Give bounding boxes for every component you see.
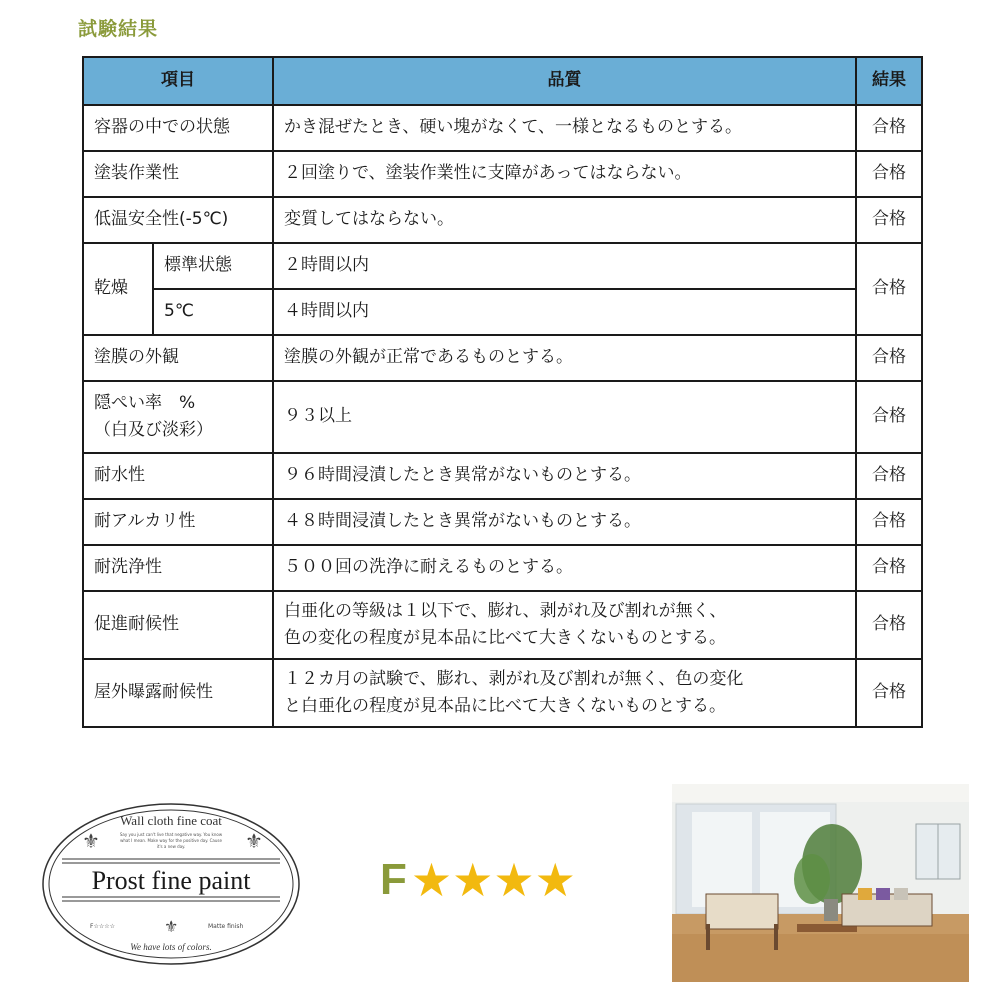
table-row <box>83 453 922 499</box>
row-quality: ９６時間浸漬したとき異常がないものとする。 <box>273 453 856 499</box>
fleur-right-icon: ⚜ <box>245 829 263 853</box>
logo-small-copy: what I mean. Make way for the positive day. Cause <box>120 838 222 843</box>
logo-badge <box>40 800 302 968</box>
row-item: 耐水性 <box>83 453 273 499</box>
row-result: 合格 <box>856 151 922 197</box>
row-result: 合格 <box>856 105 922 151</box>
row-result: 合格 <box>856 381 922 453</box>
logo-small-copy: Say you just can't live that negative way. You know <box>119 832 223 837</box>
row-quality: ４時間以内 <box>273 289 856 335</box>
row-item: 耐洗浄性 <box>83 545 273 591</box>
row-quality-line: 白亜化の等級は１以下で、膨れ、剥がれ及び割れが無く、 <box>284 600 727 621</box>
table-row <box>83 105 922 151</box>
row-quality <box>273 659 856 727</box>
table-row <box>83 499 922 545</box>
row-quality: ９３以上 <box>273 381 856 453</box>
row-result: 合格 <box>856 499 922 545</box>
table-header-row <box>83 57 922 105</box>
logo-small-copy: it's a new day. <box>156 844 186 849</box>
logo-finish: Matte finish <box>208 923 244 930</box>
row-quality-line: １２カ月の試験で、膨れ、剥がれ及び割れが無く、色の変化 <box>284 668 744 689</box>
row-item-line: （白及び淡彩） <box>94 420 213 440</box>
brand-logo <box>40 800 302 968</box>
table-row <box>83 545 922 591</box>
row-result: 合格 <box>856 243 922 335</box>
row-result: 合格 <box>856 545 922 591</box>
table-row <box>83 197 922 243</box>
row-item: 屋外曝露耐候性 <box>83 659 273 727</box>
logo-rating: F☆☆☆☆ <box>90 923 115 930</box>
table-row <box>83 243 922 289</box>
room-photo <box>672 784 969 982</box>
row-quality-line: 色の変化の程度が見本品に比べて大きくないものとする。 <box>284 628 726 648</box>
row-item: 耐アルカリ性 <box>83 499 273 545</box>
row-quality: かき混ぜたとき、硬い塊がなくて、一様となるものとする。 <box>273 105 856 151</box>
fleur-center-icon: ⚜ <box>164 917 179 936</box>
row-item <box>83 381 273 453</box>
row-quality: ４８時間浸漬したとき異常がないものとする。 <box>273 499 856 545</box>
rating-grade: F <box>380 855 407 904</box>
row-quality: ２回塗りで、塗装作業性に支障があってはならない。 <box>273 151 856 197</box>
fleur-left-icon: ⚜ <box>82 829 100 853</box>
logo-top-arc: Wall cloth fine coat <box>120 813 222 828</box>
row-quality-line: と白亜化の程度が見本品に比べて大きくないものとする。 <box>284 696 726 716</box>
row-item: 促進耐候性 <box>83 591 273 659</box>
row-item: 低温安全性(-5℃) <box>83 197 273 243</box>
row-result: 合格 <box>856 591 922 659</box>
row-quality: ２時間以内 <box>273 243 856 289</box>
table-row <box>83 381 922 453</box>
row-result: 合格 <box>856 659 922 727</box>
header-item: 項目 <box>83 57 273 105</box>
row-result: 合格 <box>856 197 922 243</box>
row-item: 塗装作業性 <box>83 151 273 197</box>
row-quality: 変質してはならない。 <box>273 197 856 243</box>
row-quality <box>273 591 856 659</box>
row-quality: ５００回の洗浄に耐えるものとする。 <box>273 545 856 591</box>
logo-brand: Prost fine paint <box>91 866 251 895</box>
row-subcondition: 5℃ <box>153 289 273 335</box>
row-result: 合格 <box>856 335 922 381</box>
row-result: 合格 <box>856 453 922 499</box>
test-results-table <box>82 56 923 728</box>
table-row <box>83 659 922 727</box>
header-quality: 品質 <box>273 57 856 105</box>
logo-tagline: We have lots of colors. <box>130 942 212 952</box>
room-image <box>672 784 969 982</box>
header-result: 結果 <box>856 57 922 105</box>
row-quality: 塗膜の外観が正常であるものとする。 <box>273 335 856 381</box>
rating-stars: ★★★★ <box>410 853 576 907</box>
row-item-line: 隠ぺい率 % <box>94 392 196 413</box>
section-title: 試験結果 <box>78 18 159 40</box>
row-subcondition: 標準状態 <box>153 243 273 289</box>
table-row <box>83 335 922 381</box>
table-row <box>83 151 922 197</box>
row-item: 容器の中での状態 <box>83 105 273 151</box>
row-item-drying: 乾燥 <box>83 243 153 335</box>
table-row <box>83 591 922 659</box>
formaldehyde-rating <box>380 855 576 905</box>
row-item: 塗膜の外観 <box>83 335 273 381</box>
table-row <box>83 289 922 335</box>
